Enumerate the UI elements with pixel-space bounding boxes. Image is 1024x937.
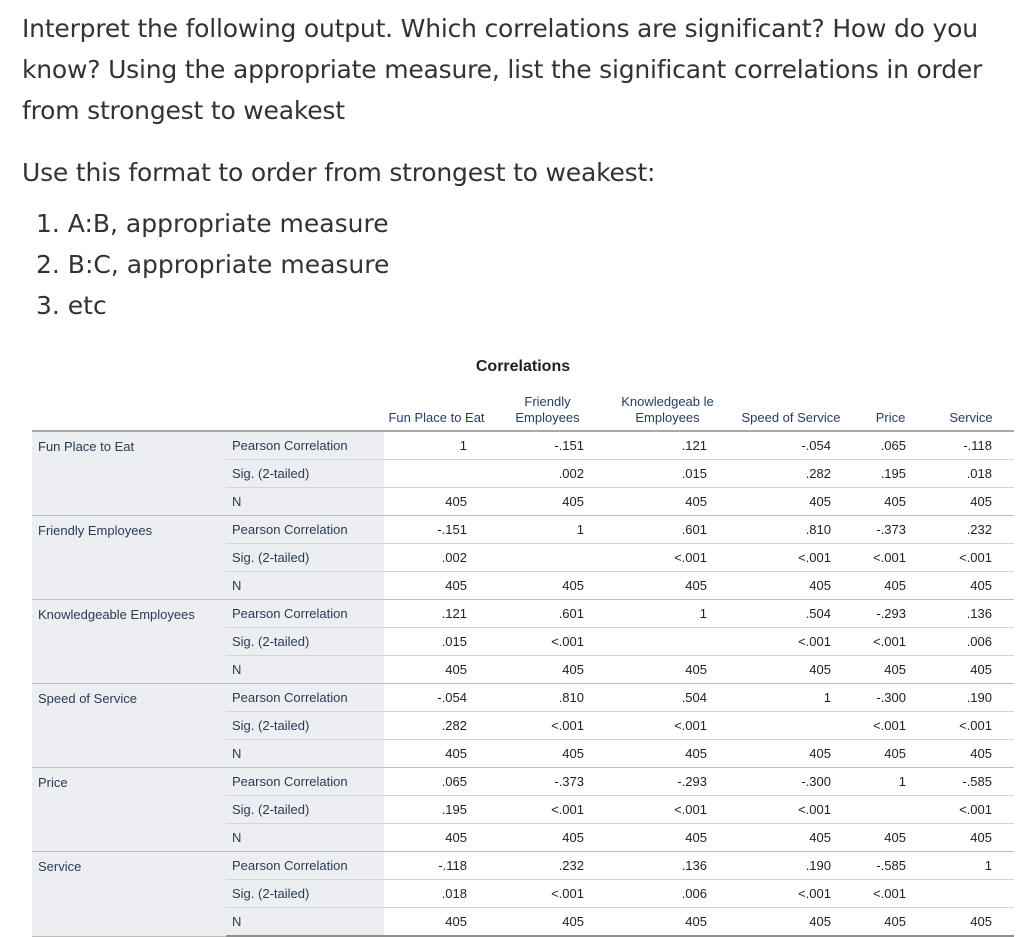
value-cell: 1 (729, 684, 853, 712)
value-cell: 405 (928, 740, 1014, 768)
statistic-label: Sig. (2-tailed) (226, 712, 384, 740)
table-title: Correlations (475, 358, 571, 375)
value-cell: 405 (729, 488, 853, 516)
value-cell: .282 (729, 460, 853, 488)
value-cell: .810 (729, 516, 853, 544)
value-cell: <.001 (606, 712, 729, 740)
value-cell: .810 (489, 684, 606, 712)
value-cell: 405 (928, 656, 1014, 684)
statistic-label: Sig. (2-tailed) (226, 628, 384, 656)
value-cell (489, 544, 606, 572)
value-cell: .136 (606, 852, 729, 880)
value-cell: 405 (606, 740, 729, 768)
statistic-label: Sig. (2-tailed) (226, 544, 384, 572)
value-cell: <.001 (928, 712, 1014, 740)
value-cell: <.001 (489, 712, 606, 740)
value-cell: 1 (928, 852, 1014, 880)
statistic-label: N (226, 908, 384, 937)
value-cell: 405 (606, 908, 729, 937)
value-cell: -.585 (928, 768, 1014, 796)
value-cell: 405 (489, 572, 606, 600)
value-cell: .006 (928, 628, 1014, 656)
value-cell: .190 (729, 852, 853, 880)
value-cell: .018 (928, 460, 1014, 488)
value-cell: <.001 (853, 880, 928, 908)
corner-cell (226, 388, 384, 431)
format-step: 2. B:C, appropriate measure (36, 250, 390, 279)
statistic-label: Pearson Correlation (226, 600, 384, 628)
value-cell: .195 (384, 796, 489, 824)
value-cell: 405 (729, 908, 853, 937)
value-cell: <.001 (928, 544, 1014, 572)
table-row (32, 768, 1014, 796)
value-cell: 405 (853, 740, 928, 768)
value-cell: -.585 (853, 852, 928, 880)
value-cell: 405 (606, 572, 729, 600)
value-cell: -.054 (729, 431, 853, 460)
value-cell: <.001 (489, 880, 606, 908)
value-cell: -.373 (853, 516, 928, 544)
value-cell: 405 (606, 824, 729, 852)
row-variable-label: Fun Place to Eat (32, 431, 226, 516)
statistic-label: Sig. (2-tailed) (226, 796, 384, 824)
value-cell: 405 (489, 824, 606, 852)
statistic-label: N (226, 824, 384, 852)
value-cell: <.001 (729, 544, 853, 572)
column-header: Fun Place to Eat (384, 388, 489, 431)
statistic-label: Pearson Correlation (226, 431, 384, 460)
table-row (32, 852, 1014, 880)
value-cell: .232 (489, 852, 606, 880)
value-cell: 1 (853, 768, 928, 796)
value-cell: 405 (853, 908, 928, 937)
value-cell: .190 (928, 684, 1014, 712)
value-cell: 405 (384, 572, 489, 600)
corner-cell (32, 388, 226, 431)
value-cell: 405 (606, 656, 729, 684)
row-variable-label: Knowledgeable Employees (32, 600, 226, 684)
correlations-table (32, 388, 1014, 937)
value-cell: 1 (384, 431, 489, 460)
value-cell: <.001 (729, 628, 853, 656)
value-cell: 405 (489, 488, 606, 516)
value-cell: .195 (853, 460, 928, 488)
value-cell: <.001 (853, 628, 928, 656)
value-cell: -.373 (489, 768, 606, 796)
value-cell: 405 (928, 908, 1014, 937)
value-cell: 405 (606, 488, 729, 516)
value-cell (606, 628, 729, 656)
value-cell: -.118 (384, 852, 489, 880)
value-cell: -.118 (928, 431, 1014, 460)
statistic-label: N (226, 488, 384, 516)
format-steps (36, 203, 1012, 326)
table-row (32, 600, 1014, 628)
statistic-label: N (226, 656, 384, 684)
value-cell: 405 (853, 572, 928, 600)
statistic-label: Sig. (2-tailed) (226, 880, 384, 908)
row-variable-label: Speed of Service (32, 684, 226, 768)
value-cell: 405 (853, 824, 928, 852)
value-cell: 405 (489, 656, 606, 684)
value-cell: <.001 (853, 712, 928, 740)
statistic-label: Pearson Correlation (226, 852, 384, 880)
value-cell: 1 (606, 600, 729, 628)
format-step: 1. A:B, appropriate measure (36, 209, 389, 238)
column-header: Service (928, 388, 1014, 431)
value-cell: -.054 (384, 684, 489, 712)
row-variable-label: Service (32, 852, 226, 937)
value-cell: 1 (489, 516, 606, 544)
value-cell: .006 (606, 880, 729, 908)
value-cell: .065 (853, 431, 928, 460)
value-cell: 405 (729, 824, 853, 852)
value-cell: 405 (928, 572, 1014, 600)
value-cell: .002 (384, 544, 489, 572)
value-cell (853, 796, 928, 824)
value-cell: 405 (384, 824, 489, 852)
table-row (32, 684, 1014, 712)
column-header: Price (853, 388, 928, 431)
value-cell: .065 (384, 768, 489, 796)
value-cell: 405 (384, 908, 489, 937)
question-prompt: Interpret the following output. Which correlations are significant? How do you know? Using the appropriate measure, list the significant correlations in order from strongest to weakest (22, 14, 983, 125)
value-cell: 405 (384, 740, 489, 768)
statistic-label: Sig. (2-tailed) (226, 460, 384, 488)
value-cell (729, 712, 853, 740)
value-cell: .002 (489, 460, 606, 488)
row-variable-label: Price (32, 768, 226, 852)
statistic-label: Pearson Correlation (226, 768, 384, 796)
value-cell: <.001 (489, 796, 606, 824)
column-header: Knowledgeab le Employees (606, 388, 729, 431)
value-cell: .136 (928, 600, 1014, 628)
value-cell: -.293 (853, 600, 928, 628)
table-row (32, 431, 1014, 460)
value-cell (384, 460, 489, 488)
value-cell: .121 (606, 431, 729, 460)
value-cell: .504 (729, 600, 853, 628)
value-cell: .232 (928, 516, 1014, 544)
header-row (32, 388, 1014, 431)
value-cell: <.001 (489, 628, 606, 656)
statistic-label: Pearson Correlation (226, 516, 384, 544)
statistic-label: N (226, 740, 384, 768)
value-cell: .015 (384, 628, 489, 656)
value-cell: -.300 (729, 768, 853, 796)
value-cell: <.001 (928, 796, 1014, 824)
value-cell: -.151 (384, 516, 489, 544)
value-cell: <.001 (853, 544, 928, 572)
value-cell: .601 (489, 600, 606, 628)
value-cell: 405 (853, 656, 928, 684)
statistic-label: N (226, 572, 384, 600)
value-cell: 405 (928, 488, 1014, 516)
value-cell: .282 (384, 712, 489, 740)
value-cell: 405 (489, 908, 606, 937)
column-header: Speed of Service (729, 388, 853, 431)
value-cell: 405 (729, 656, 853, 684)
value-cell: -.293 (606, 768, 729, 796)
value-cell: .015 (606, 460, 729, 488)
question-block (22, 8, 1012, 326)
statistic-label: Pearson Correlation (226, 684, 384, 712)
value-cell: <.001 (729, 796, 853, 824)
value-cell: .018 (384, 880, 489, 908)
value-cell: .504 (606, 684, 729, 712)
value-cell: <.001 (729, 880, 853, 908)
value-cell: 405 (928, 824, 1014, 852)
value-cell: -.151 (489, 431, 606, 460)
value-cell: 405 (384, 656, 489, 684)
value-cell: -.300 (853, 684, 928, 712)
value-cell: 405 (489, 740, 606, 768)
value-cell: 405 (729, 572, 853, 600)
value-cell: .601 (606, 516, 729, 544)
row-variable-label: Friendly Employees (32, 516, 226, 600)
value-cell: 405 (853, 488, 928, 516)
table-row (32, 516, 1014, 544)
value-cell: 405 (384, 488, 489, 516)
value-cell (928, 880, 1014, 908)
column-header: Friendly Employees (489, 388, 606, 431)
format-step: 3. etc (36, 291, 107, 320)
format-intro: Use this format to order from strongest to weakest: (22, 158, 656, 187)
value-cell: <.001 (606, 796, 729, 824)
value-cell: <.001 (606, 544, 729, 572)
value-cell: 405 (729, 740, 853, 768)
value-cell: .121 (384, 600, 489, 628)
